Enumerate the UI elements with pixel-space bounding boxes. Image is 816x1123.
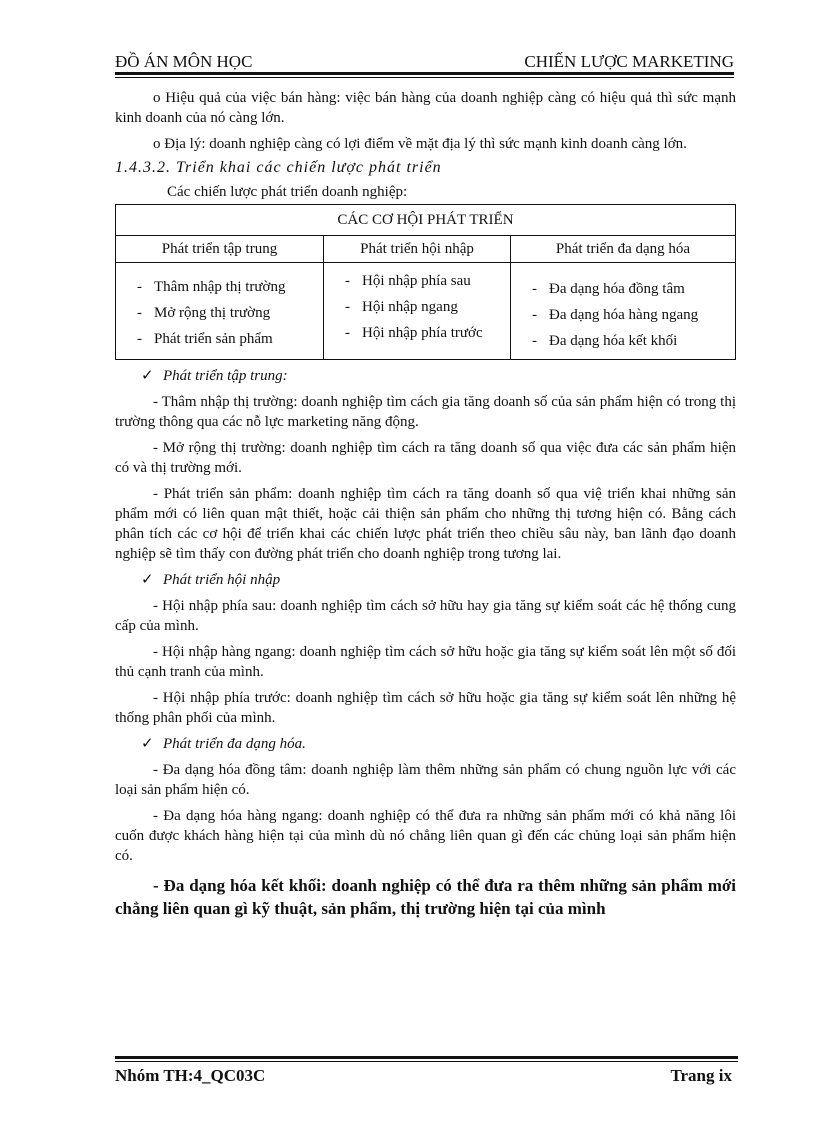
paragraph: - Phát triển sản phẩm: doanh nghiệp tìm cách ra tăng doanh số qua việ triển khai những sản phẩm mới có liên quan mật thiết, hoặc cải thiện sản phẩm cho những thị tương hiện có. Bằng cách phân tích các cơ hội để triển khai các chiến lược phát triển theo chiều sâu này, ban lãnh đạo doanh nghiệp sẽ tìm thấy con đường phát triển cho doanh nghiệp trong tương lai. (115, 486, 736, 562)
column-cell-diversification (511, 263, 736, 360)
paragraph: - Hội nhập phía sau: doanh nghiệp tìm cách sở hữu hay gia tăng sự kiểm soát các hệ thống cung cấp của mình. (115, 598, 736, 634)
header-rule-thick (115, 72, 734, 75)
list-item: - Đa dạng hóa kết khối (532, 333, 678, 349)
table-intro: Các chiến lược phát triển doanh nghiệp: (167, 184, 408, 200)
page-header (115, 48, 734, 72)
paragraph: - Hội nhập hàng ngang: doanh nghiệp tìm cách sở hữu hoặc gia tăng sự kiểm soát lên một số đối thủ cạnh tranh của mình. (115, 644, 736, 680)
paragraph: - Hội nhập phía trước: doanh nghiệp tìm cách sở hữu hoặc gia tăng sự kiểm soát lên những hệ thống phân phối của mình. (115, 690, 736, 726)
footer-rule-thin (115, 1061, 738, 1062)
header-rule-thin (115, 77, 734, 78)
header-right: CHIẾN LƯỢC MARKETING (524, 52, 734, 71)
list-item: - Đa dạng hóa hàng ngang (532, 307, 699, 323)
paragraph: - Đa dạng hóa đồng tâm: doanh nghiệp làm thêm những sản phẩm có chung nguồn lực với các loại sản phẩm hiện có. (115, 762, 736, 798)
list-item: - Hội nhập phía sau (345, 273, 471, 289)
paragraph-bold: - Đa dạng hóa kết khối: doanh nghiệp có thể đưa ra thêm những sản phẩm mới chẳng liên quan gì kỹ thuật, sản phẩm, thị trường hiện tại của mình (115, 876, 736, 918)
list-item: - Thâm nhập thị trường (137, 279, 286, 295)
paragraph: - Thâm nhập thị trường: doanh nghiệp tìm cách gia tăng doanh số của sản phẩm hiện có trong thị trường thông qua các nỗ lực marketing năng động. (115, 394, 736, 430)
table-title: CÁC CƠ HỘI PHÁT TRIỂN (116, 205, 736, 236)
check-icon: ✓ (141, 736, 154, 752)
footer-left: Nhóm TH:4_QC03C (115, 1066, 266, 1085)
page-number: Trang ix (670, 1066, 732, 1085)
subsection-title: ✓ Phát triển tập trung: (141, 368, 288, 384)
list-item: - Hội nhập phía trước (345, 325, 483, 341)
column-header-integration: Phát triển hội nhập (324, 236, 511, 263)
column-header-concentrated: Phát triển tập trung (116, 236, 324, 263)
list-item: - Mở rộng thị trường (137, 305, 271, 321)
page-footer (115, 1066, 732, 1086)
opportunities-table (115, 204, 736, 360)
footer-rule-thick (115, 1056, 738, 1059)
subsection-title: ✓ Phát triển hội nhập (141, 572, 281, 588)
page-content (115, 84, 736, 920)
list-item: - Phát triển sản phẩm (137, 331, 273, 347)
paragraph-sales-efficiency: o Hiệu quả của việc bán hàng: việc bán hàng của doanh nghiệp càng có hiệu quả thì sức mạnh kinh doanh của nó càng lớn. (115, 90, 736, 126)
column-cell-concentrated (116, 263, 324, 360)
section-heading: 1.4.3.2. Triển khai các chiến lược phát triển (115, 159, 442, 176)
header-left: ĐỒ ÁN MÔN HỌC (115, 52, 253, 71)
check-icon: ✓ (141, 572, 154, 588)
check-icon: ✓ (141, 368, 154, 384)
paragraph: - Đa dạng hóa hàng ngang: doanh nghiệp có thể đưa ra những sản phẩm mới có khả năng lôi cuốn được khách hàng hiện tại của mình dù nó chẳng liên quan gì đến các chủng loại sản phẩm hiện có. (115, 808, 736, 864)
column-header-diversification: Phát triển đa dạng hóa (511, 236, 736, 263)
paragraph-geography: o Địa lý: doanh nghiệp càng có lợi điểm về mặt địa lý thì sức mạnh kinh doanh càng lớn. (153, 136, 687, 152)
paragraph: - Mở rộng thị trường: doanh nghiệp tìm cách ra tăng doanh số qua việc đưa các sản phẩm hiện có và thị trường mới. (115, 440, 736, 476)
list-item: - Hội nhập ngang (345, 299, 458, 315)
column-cell-integration (324, 263, 511, 360)
subsection-title: ✓ Phát triển đa dạng hóa. (141, 736, 306, 752)
list-item: - Đa dạng hóa đồng tâm (532, 281, 685, 297)
